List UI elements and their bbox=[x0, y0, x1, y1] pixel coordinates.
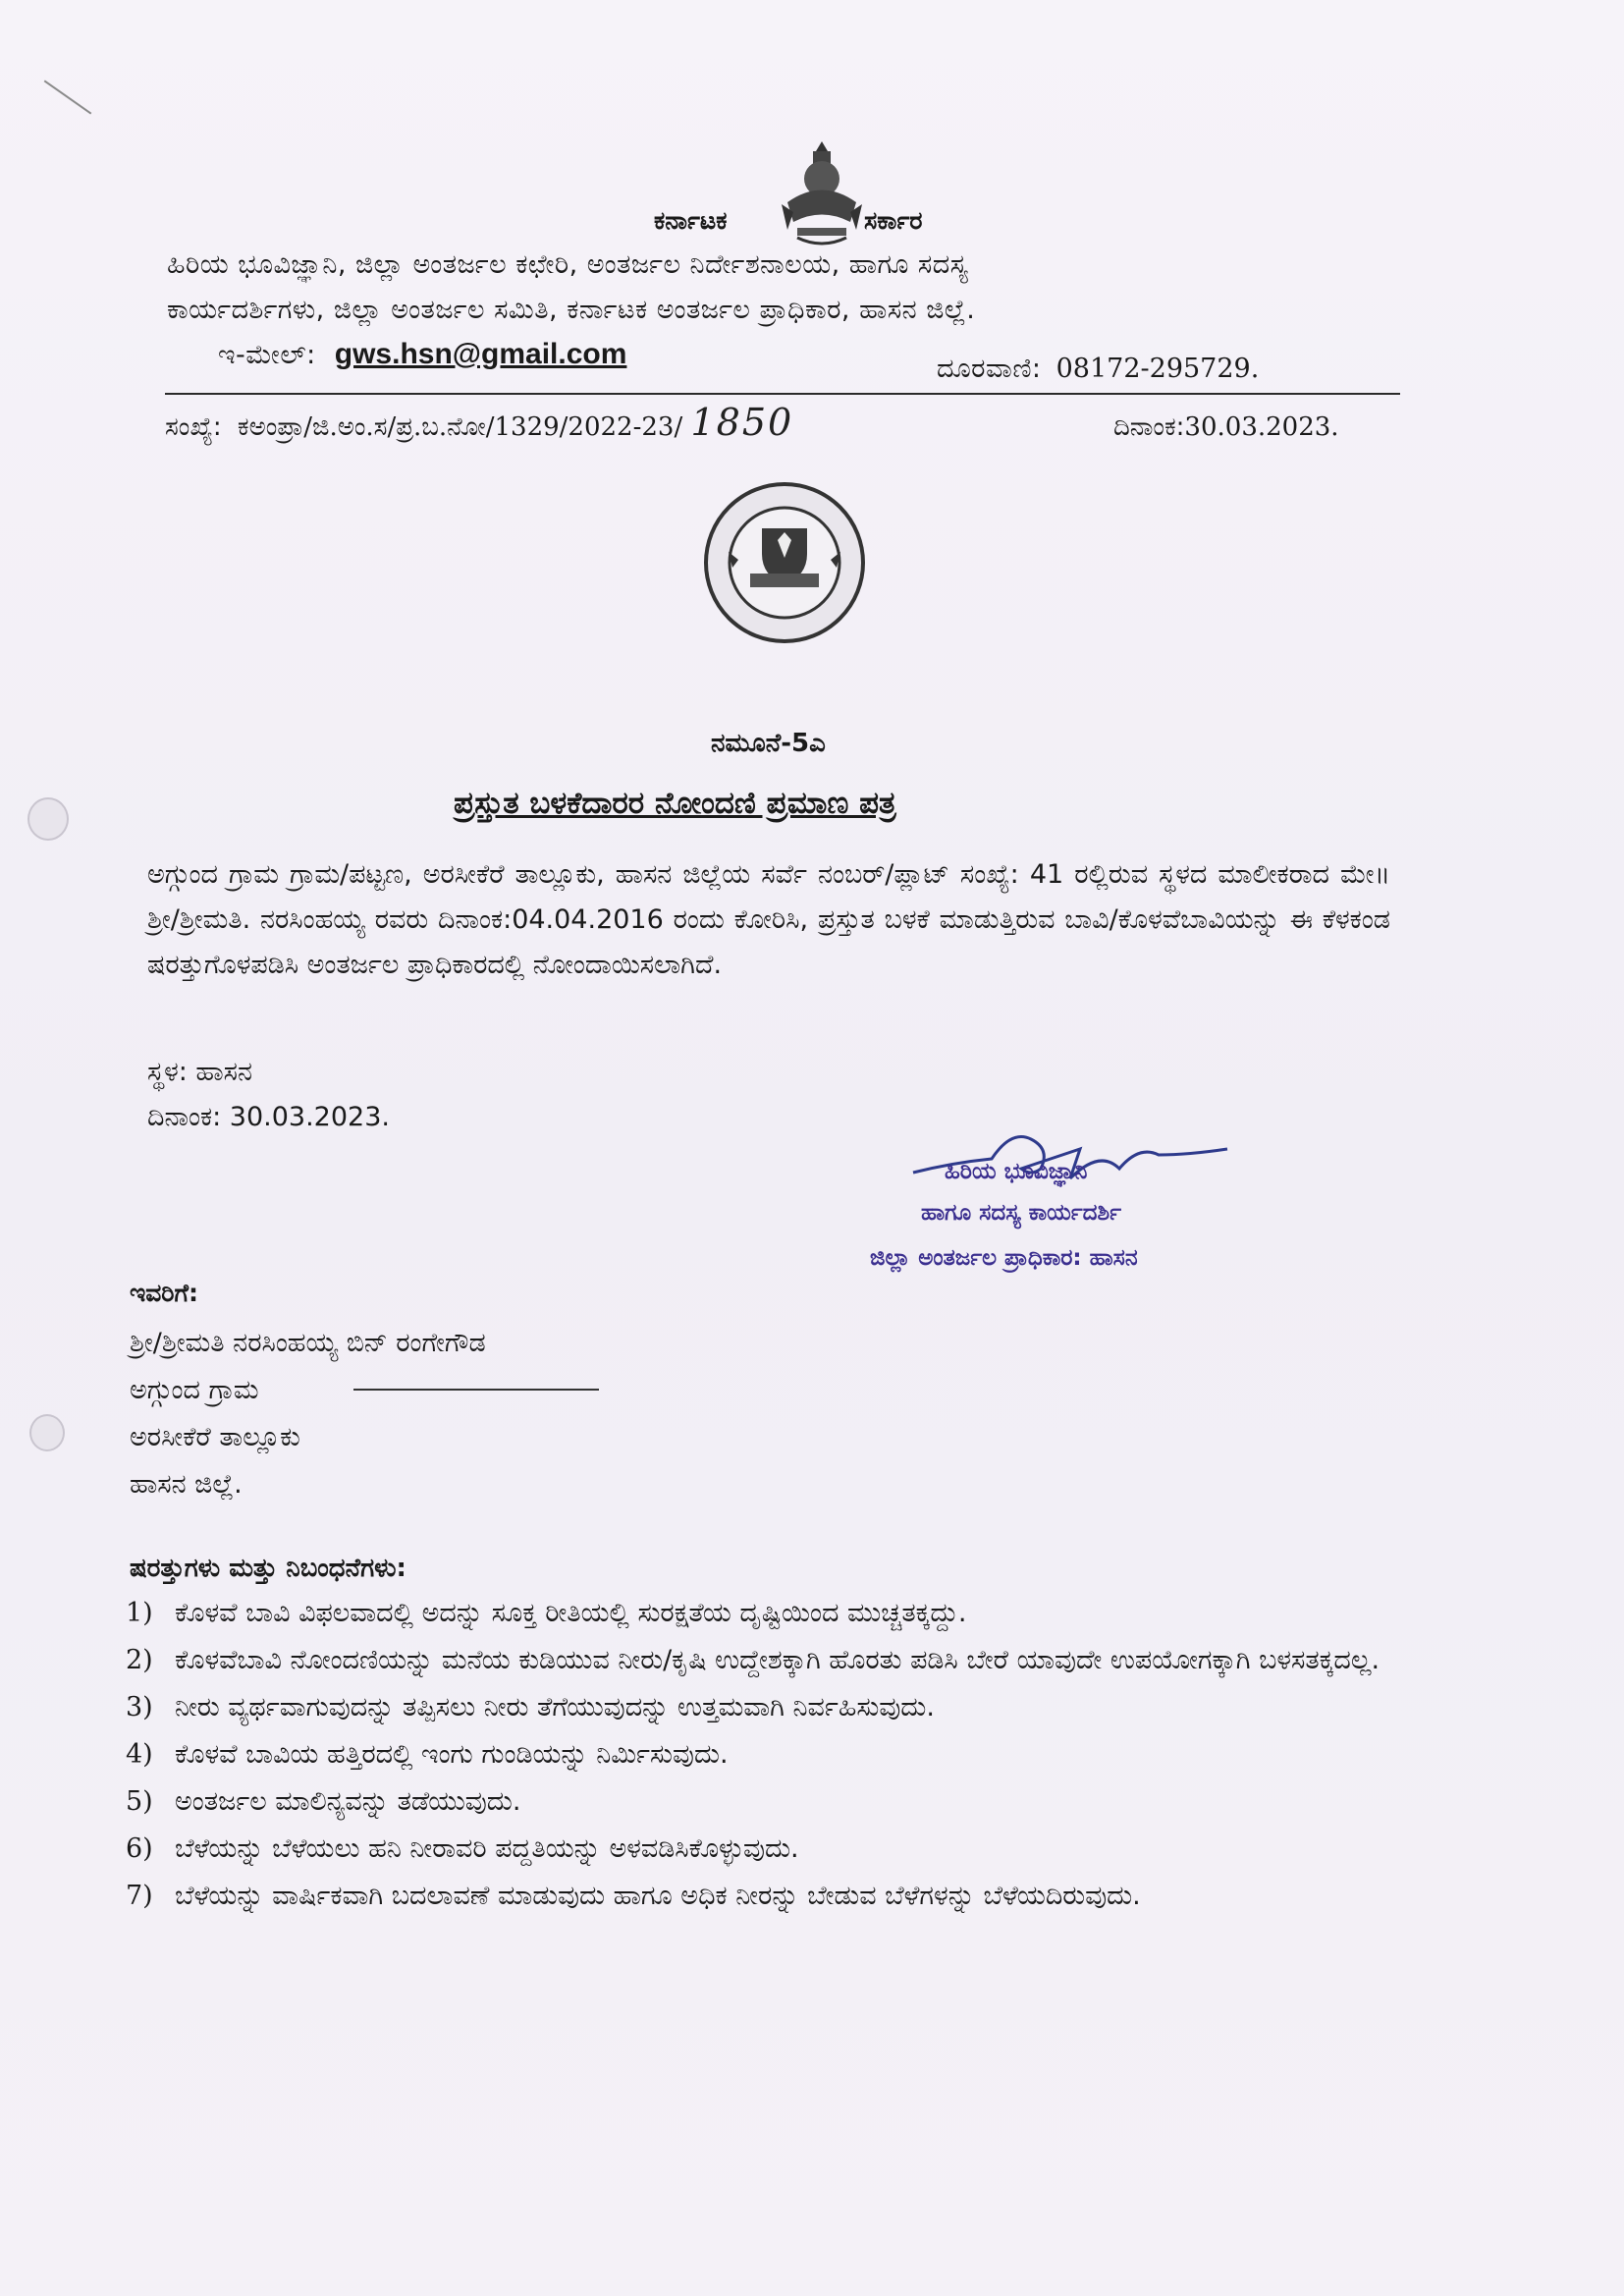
phone-row bbox=[937, 354, 1259, 385]
date-row bbox=[1113, 412, 1339, 443]
term-item bbox=[126, 1593, 1392, 1634]
recipient-taluk: ಅರಸೀಕೆರೆ ತಾಲ್ಲೂಕು bbox=[130, 1422, 300, 1452]
term-item bbox=[126, 1781, 1392, 1823]
certificate-title: ಪ್ರಸ್ತುತ ಬಳಕೆದಾರರ ನೋಂದಣಿ ಪ್ರಮಾಣ ಪತ್ರ bbox=[454, 786, 896, 821]
terms-heading: ಷರತ್ತುಗಳು ಮತ್ತು ನಿಬಂಧನೆಗಳು: bbox=[130, 1554, 406, 1583]
term-text: ಅಂತರ್ಜಲ ಮಾಲಿನ್ಯವನ್ನು ತಡೆಯುವುದು. bbox=[175, 1786, 521, 1817]
stamp-line-1: ಹಿರಿಯ ಭೂವಿಜ್ಞಾನಿ bbox=[945, 1159, 1088, 1184]
stamp-line-3: ಜಿಲ್ಲಾ ಅಂತರ್ಜಲ ಪ್ರಾಧಿಕಾರ: ಹಾಸನ bbox=[870, 1245, 1138, 1271]
term-number: 4) bbox=[126, 1739, 153, 1770]
punch-hole bbox=[29, 1414, 65, 1451]
term-text: ಕೊಳವೆ ಬಾವಿ ವಿಫಲವಾದಲ್ಲಿ ಅದನ್ನು ಸೂಕ್ತ ರೀತಿಯಲ್ಲಿ ಸುರಕ್ಷತೆಯ ದೃಷ್ಟಿಯಿಂದ ಮುಚ್ಚತಕ್ಕದ್ದು. bbox=[175, 1598, 967, 1628]
stamp-line-2: ಹಾಗೂ ಸದಸ್ಯ ಕಾರ್ಯದರ್ಶಿ bbox=[921, 1200, 1122, 1226]
reference-label: ಸಂಖ್ಯೆ: bbox=[165, 412, 222, 442]
term-item bbox=[126, 1734, 1392, 1776]
reference-handwritten: 1850 bbox=[690, 401, 794, 444]
karnataka-emblem bbox=[768, 134, 876, 251]
office-line-2: ಕಾರ್ಯದರ್ಶಿಗಳು, ಜಿಲ್ಲಾ ಅಂತರ್ಜಲ ಸಮಿತಿ, ಕರ್ನಾಟಕ ಅಂತರ್ಜಲ ಪ್ರಾಧಿಕಾರ, ಹಾಸನ ಜಿಲ್ಲೆ. bbox=[167, 295, 976, 325]
term-number: 7) bbox=[126, 1881, 153, 1911]
term-number: 6) bbox=[126, 1833, 153, 1864]
office-line-1: ಹಿರಿಯ ಭೂವಿಜ್ಞಾನಿ, ಜಿಲ್ಲಾ ಅಂತರ್ಜಲ ಕಛೇರಿ, ಅಂತರ್ಜಲ ನಿರ್ದೇಶನಾಲಯ, ಹಾಗೂ ಸದಸ್ಯ bbox=[167, 249, 969, 280]
groundwater-authority-logo bbox=[699, 481, 870, 644]
email-row bbox=[218, 338, 626, 371]
phone-label: ದೂರವಾಣಿ: bbox=[937, 354, 1042, 384]
term-item bbox=[126, 1640, 1392, 1681]
header-rule bbox=[165, 393, 1400, 395]
recipient-label: ಇವರಿಗೆ: bbox=[130, 1279, 199, 1307]
term-item bbox=[126, 1687, 1392, 1728]
state-name-left: ಕರ್ನಾಟಕ bbox=[654, 206, 728, 235]
recipient-district: ಹಾಸನ ಜಿಲ್ಲೆ. bbox=[130, 1469, 243, 1500]
term-text: ಬೆಳೆಯನ್ನು ಬೆಳೆಯಲು ಹನಿ ನೀರಾವರಿ ಪದ್ದತಿಯನ್ನು ಅಳವಡಿಸಿಕೊಳ್ಳುವುದು. bbox=[175, 1833, 799, 1864]
state-name-right: ಸರ್ಕಾರ bbox=[864, 206, 923, 235]
reference-number: ಕಅಂಪ್ರಾ/ಜಿ.ಅಂ.ಸ/ಪ್ರ.ಬ.ನೋ/1329/2022-23/ bbox=[237, 412, 683, 442]
term-number: 3) bbox=[126, 1692, 153, 1722]
term-item bbox=[126, 1829, 1392, 1870]
recipient-village: ಅಗ್ಗುಂದ ಗ್ರಾಮ bbox=[130, 1375, 259, 1405]
issue-date-line: ದಿನಾಂಕ: 30.03.2023. bbox=[147, 1102, 390, 1132]
village-underline bbox=[353, 1389, 599, 1391]
term-number: 1) bbox=[126, 1598, 153, 1628]
email-label: ಇ-ಮೇಲ್: bbox=[218, 340, 316, 370]
form-number: ನಮೂನೆ-5ಎ bbox=[711, 729, 826, 758]
term-item bbox=[126, 1876, 1392, 1917]
term-text: ಕೊಳವೆ ಬಾವಿಯ ಹತ್ತಿರದಲ್ಲಿ ಇಂಗು ಗುಂಡಿಯನ್ನು ನಿರ್ಮಿಸುವುದು. bbox=[175, 1739, 729, 1770]
email-value[interactable]: gws.hsn@gmail.com bbox=[334, 338, 627, 370]
term-text: ನೀರು ವ್ಯರ್ಥವಾಗುವುದನ್ನು ತಪ್ಪಿಸಲು ನೀರು ತೆಗೆಯುವುದನ್ನು ಉತ್ತಮವಾಗಿ ನಿರ್ವಹಿಸುವುದು. bbox=[175, 1692, 935, 1722]
term-number: 5) bbox=[126, 1786, 153, 1817]
place-line: ಸ್ಥಳ: ಹಾಸನ bbox=[147, 1057, 252, 1087]
punch-hole bbox=[27, 797, 69, 841]
reference-row bbox=[165, 401, 793, 444]
certificate-paragraph: ಅಗ್ಗುಂದ ಗ್ರಾಮ ಗ್ರಾಮ/ಪಟ್ಟಣ, ಅರಸೀಕೆರೆ ತಾಲ್ಲೂಕು, ಹಾಸನ ಜಿಲ್ಲೆಯ ಸರ್ವೆ ನಂಬರ್/ಪ್ಲಾಟ್ ಸಂಖ್ಯೆ: 41 ರಲ್ಲಿರುವ ಸ್ಥಳದ ಮಾಲೀಕರಾದ ಮೇ॥ ಶ್ರೀ/ಶ್ರೀಮತಿ. ನರಸಿಂಹಯ್ಯ ರವರು ದಿನಾಂಕ:04.04.2016 ರಂದು ಕೋರಿಸಿ, ಪ್ರಸ್ತುತ ಬಳಕೆ ಮಾಡುತ್ತಿರುವ ಬಾವಿ/ಕೊಳವೆಬಾವಿಯನ್ನು ಈ ಕೆಳಕಂಡ ಷರತ್ತುಗೊಳಪಡಿಸಿ ಅಂತರ್ಜಲ ಪ್ರಾಧಿಕಾರದಲ್ಲಿ ನೋಂದಾಯಿಸಲಾಗಿದೆ. bbox=[147, 859, 1390, 980]
term-number: 2) bbox=[126, 1645, 153, 1675]
date-label: ದಿನಾಂಕ: bbox=[1113, 412, 1185, 442]
fold-mark bbox=[44, 81, 92, 115]
recipient-name: ಶ್ರೀ/ಶ್ರೀಮತಿ ನರಸಿಂಹಯ್ಯ ಬಿನ್ ರಂಗೇಗೌಡ bbox=[130, 1328, 486, 1358]
term-text: ಬೆಳೆಯನ್ನು ವಾರ್ಷಿಕವಾಗಿ ಬದಲಾವಣೆ ಮಾಡುವುದು ಹಾಗೂ ಅಧಿಕ ನೀರನ್ನು ಬೇಡುವ ಬೆಳೆಗಳನ್ನು ಬೆಳೆಯದಿರುವುದು. bbox=[175, 1881, 1141, 1911]
terms-list bbox=[126, 1593, 1392, 1917]
term-text: ಕೊಳವೆಬಾವಿ ನೋಂದಣಿಯನ್ನು ಮನೆಯ ಕುಡಿಯುವ ನೀರು/ಕೃಷಿ ಉದ್ದೇಶಕ್ಕಾಗಿ ಹೊರತು ಪಡಿಸಿ ಬೇರೆ ಯಾವುದೇ ಉಪಯೋಗಕ್ಕಾಗಿ ಬಳಸತಕ್ಕದಲ್ಲ. bbox=[175, 1645, 1380, 1675]
date-value: 30.03.2023. bbox=[1184, 412, 1339, 442]
phone-value: 08172-295729. bbox=[1056, 354, 1260, 384]
